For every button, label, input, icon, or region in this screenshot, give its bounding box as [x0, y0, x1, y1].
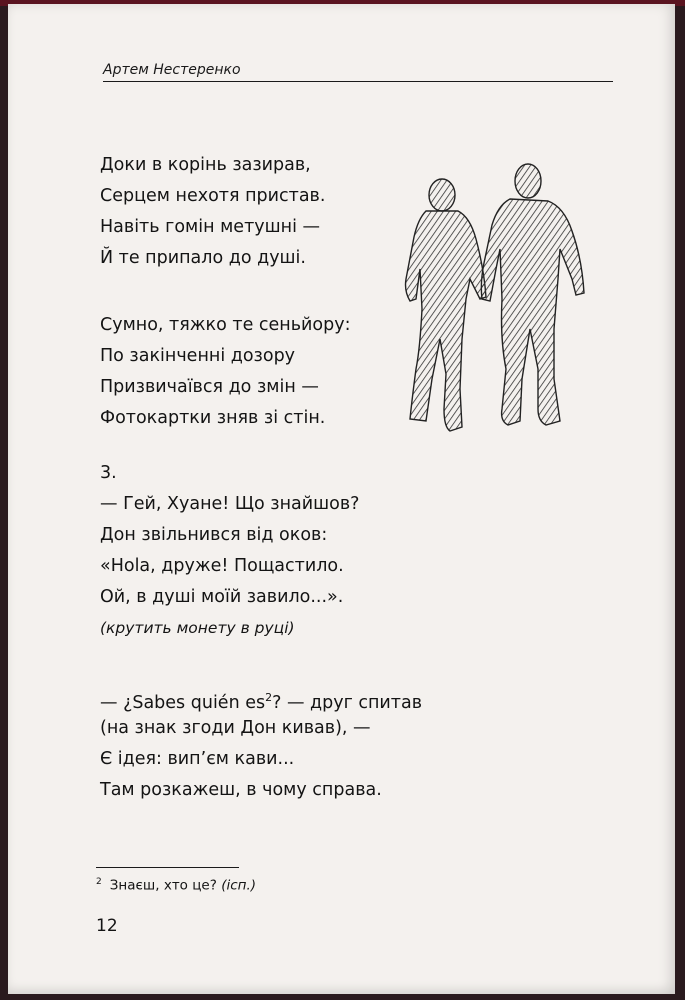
poem-line: Там розкажеш, в чому справа. — [100, 780, 382, 800]
stanza-3 — [100, 458, 359, 644]
footnote-marker: 2 — [96, 877, 102, 887]
right-man-figure — [481, 164, 584, 425]
poem-line: Дон звільнився від оков: — [100, 525, 328, 545]
stanza-4 — [100, 682, 422, 806]
book-page — [8, 4, 675, 994]
page-number: 12 — [96, 916, 118, 936]
poem-line: Ой, в душі моїй завило...». — [100, 587, 344, 607]
poem-line: Доки в корінь зазирав, — [100, 155, 311, 175]
poem-line: (на знак згоди Дон кивав), — — [100, 718, 371, 738]
left-man-figure — [406, 179, 487, 431]
author-name: Артем Нестеренко — [103, 62, 241, 78]
running-header — [103, 62, 613, 82]
stanza-number: 3. — [100, 463, 117, 483]
footnote-rule — [96, 867, 239, 868]
two-walking-men-illustration — [388, 159, 603, 444]
poem-line: Навіть гомін метушні — — [100, 217, 320, 237]
poem-line: Сумно, тяжко те сеньйору: — [100, 315, 351, 335]
stanza-1 — [100, 150, 325, 274]
stage-direction: (крутить монету в руці) — [100, 619, 295, 637]
poem-line: Фотокартки зняв зі стін. — [100, 408, 326, 428]
footnote-ref: 2 — [265, 691, 273, 704]
poem-line: По закінченні дозору — [100, 346, 296, 366]
poem-line: Є ідея: вип’єм кави... — [100, 749, 295, 769]
line-text: ? — друг спитав — [272, 692, 423, 713]
poem-line: Й те припало до душі. — [100, 248, 306, 268]
poem-line: Призвичаївся до змін — — [100, 377, 319, 397]
poem-line — [100, 682, 422, 713]
line-text: — ¿Sabes quién es — [100, 692, 266, 713]
stanza-2 — [100, 310, 351, 434]
footnote-language-note: (ісп.) — [221, 877, 257, 894]
poem-line: — Гей, Хуане! Що знайшов? — [100, 494, 360, 514]
poem-line: «Hola, друже! Пощастило. — [100, 556, 344, 576]
footnote — [96, 877, 256, 894]
poem-line: Серцем нехотя пристав. — [100, 186, 326, 206]
footnote-text: Знаєш, хто це? — [109, 877, 217, 894]
